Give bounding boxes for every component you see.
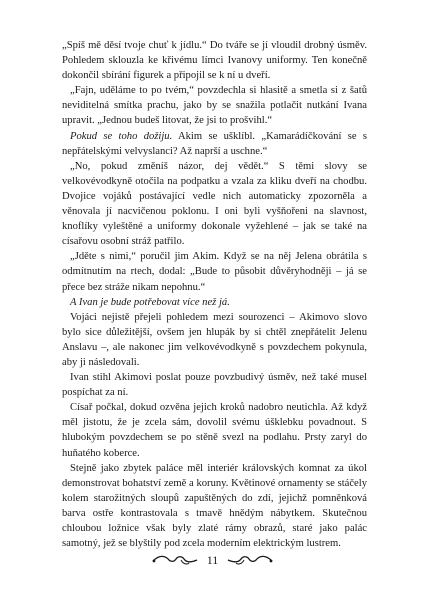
paragraph-1: „Spíš mě děsí tvoje chuť k jídlu.“ Do tváře se jí vloudil drobný úsměv. Pohledem sklouzla ke křivému límci Ivanovy uniformy. Ten konečně dokončil sbírání figurek a připojil se k ní u dveří. — [62, 40, 367, 82]
paragraph-10: Stejně jako zbytek paláce měl interiér královských komnat za úkol demonstrovat bohatství země a koruny. Květinové ornamenty se stáčely kolem starožitných sloupů zapuštěných do zdí, jejichž pomněnková barva ostře kontrastovala s tmavě hnědým nábytkem. Skutečnou chloubou ložnice však byly zlaté rámy obrazů, staré jako palác samotný, jež se blyštily pod zcela moderním elektrickým lustrem. — [62, 462, 367, 550]
page-number: 11 — [206, 553, 219, 567]
paragraph-2: „Fajn, uděláme to po tvém,“ povzdechla si hlasitě a smetla si z šatů neviditelná smítka prachu, jako by se snažila potlačit nutkání Ivana upravit. „Jednou budeš litovat, že jsi to prošvihl.“ — [62, 85, 367, 127]
left-flourish-icon — [151, 553, 199, 567]
page-body-text — [62, 38, 367, 551]
right-flourish-icon — [226, 553, 274, 567]
paragraph-3 — [62, 129, 367, 159]
paragraph-5: „Jděte s nimi,“ poručil jim Akim. Když se na něj Jelena obrátila s odmítnutím na rtech, dodal: „Bude to působit důvěryhodněji – já se přece bez stráže nikam nepohnu.“ — [62, 251, 367, 293]
inner-thought-2: A Ivan je bude potřebovat více než já. — [70, 296, 230, 308]
page-footer — [0, 550, 425, 570]
paragraph-9: Císař počkal, dokud ozvěna jejich kroků nadobro neutichla. Až když měl jistotu, že je zcela sám, dovolil svému úšklebku povadnout. S hlubokým povzdechem se po stěně svezl na podlahu. Prsty zaryl do huňatého koberce. — [62, 402, 367, 459]
paragraph-3-rest: Akim se ušklíbl. „Kamarádíčkování se s nepřátelskými velvyslanci? Až naprší a uschne.“ — [62, 130, 368, 157]
paragraph-4: „No, pokud změníš názor, dej vědět.“ S těmi slovy se velkovévodkyně otočila na podpatku a vzala za kliku dveří na chodbu. Dvojice vojáků postávající vedle nich automaticky zpozorněla a věnovala jí nacvičenou poklonu. I oni byli vyšňořeni na slavnost, knoflíky vyleštěné a uniformy dokonale vyžehlené – jak se také na císařovu osobní stráž patřilo. — [62, 160, 367, 248]
inner-thought: Pokud se toho dožiju. — [70, 130, 173, 142]
paragraph-8: Ivan stihl Akimovi poslat pouze povzbudivý úsměv, než také musel pospíchat za ní. — [62, 372, 367, 399]
paragraph-6 — [62, 295, 367, 310]
paragraph-7: Vojáci nejistě přejeli pohledem mezi sourozenci – Akimovo slovo bylo sice důležitější, ovšem jen hlupák by si chtěl znepřátelit Jelenu Anslavu –, ale nakonec jim velkovévodkyně s povzdechem pokynula, aby ji následovali. — [62, 311, 367, 368]
